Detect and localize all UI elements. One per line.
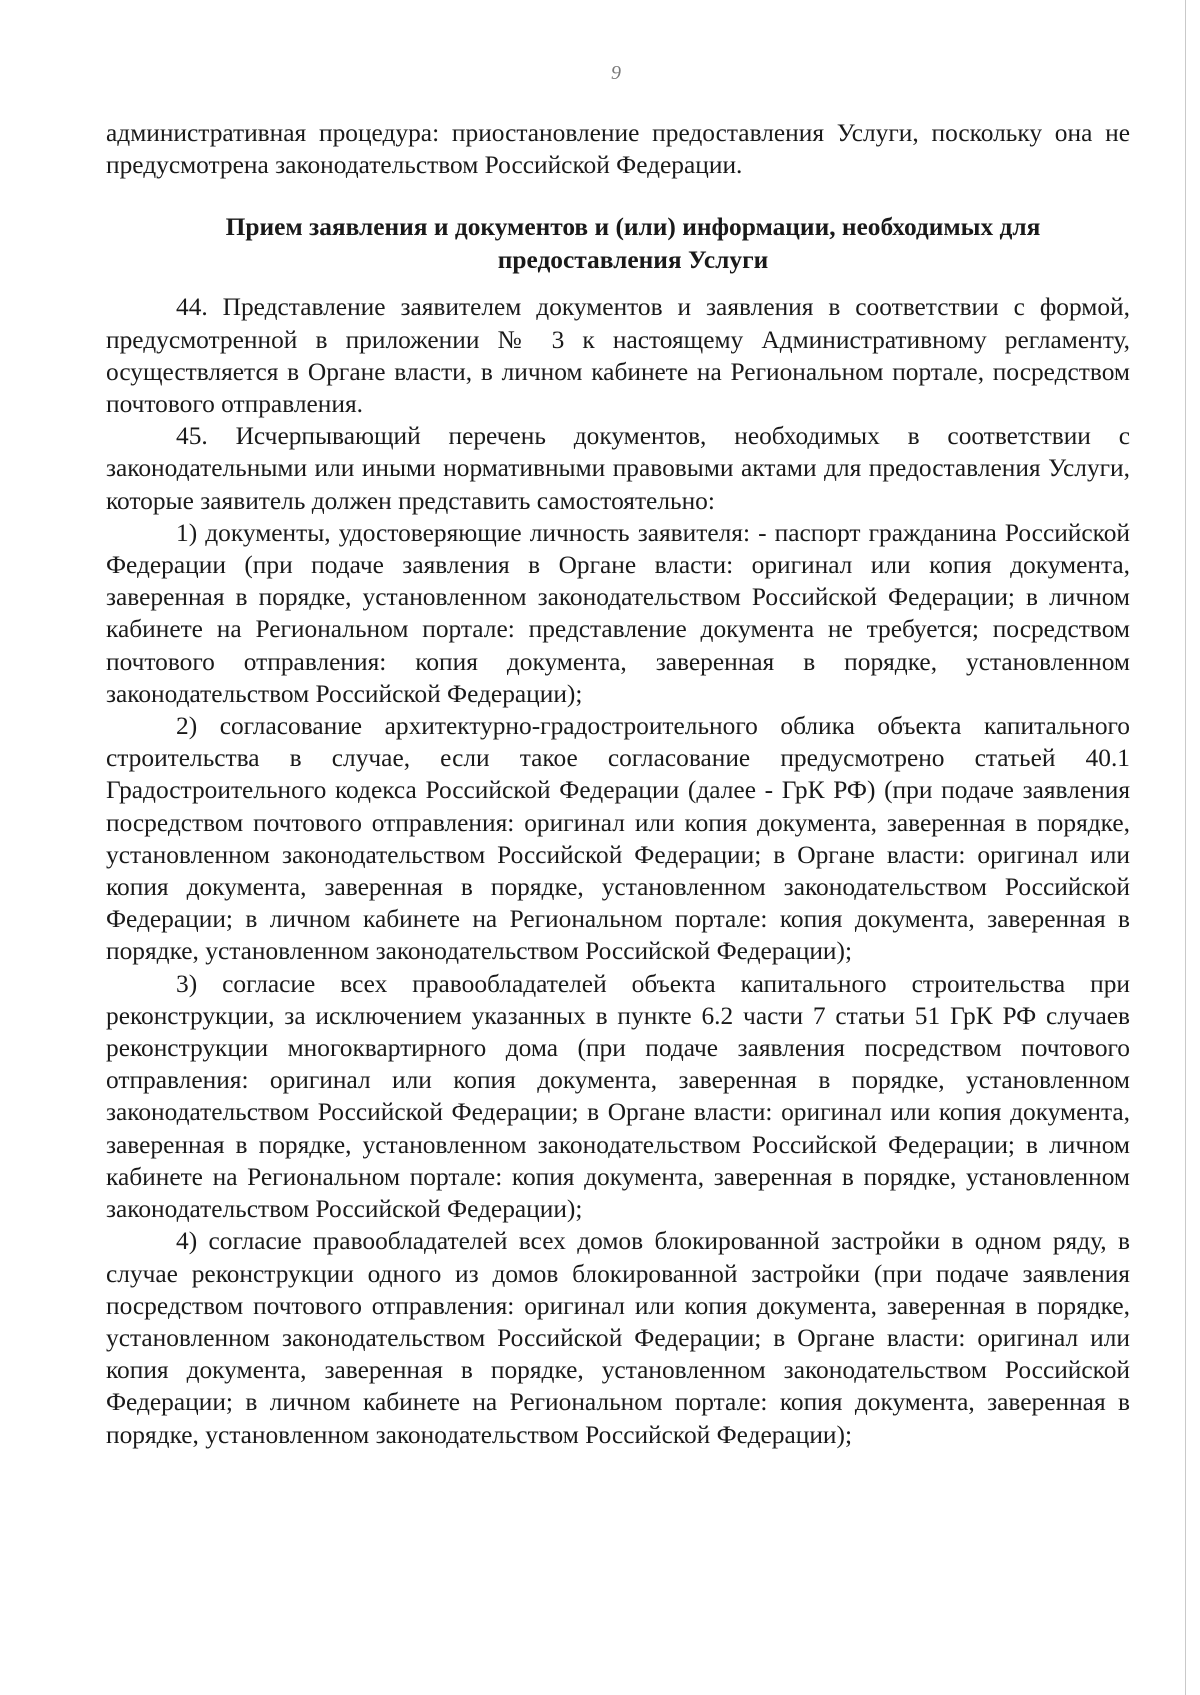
intro-paragraph: административная процедура: приостановление предоставления Услуги, поскольку она не предусмотрена законодательством Российской Федерации. [106, 119, 1130, 180]
list-item-3: 3) согласие всех правообладателей объекта капитального строительства при реконструкции, за исключением указанных в пункте 6.2 части 7 статьи 51 ГрК РФ случаев реконструкции многоквартирного дома (при подаче заявления посредством почтового отправления: оригинал или копия документа, заверенная в порядке, установленном законодательством Российской Федерации; в Органе власти: оригинал или копия документа, заверенная в порядке, установленном законодательством Российской Федерации; в личном кабинете на Региональном портале: копия документа, заверенная в порядке, установленном законодательством Российской Федерации); [106, 969, 1130, 1224]
section-heading-line-1: Прием заявления и документов и (или) информации, необходимых для [225, 213, 1041, 242]
section-heading [106, 211, 1130, 277]
paragraph-45: 45. Исчерпывающий перечень документов, необходимых в соответствии с законодательными или иными нормативными правовыми актами для предоставления Услуги, которые заявитель должен представить самостоятельно: [106, 422, 1130, 515]
list-item-2: 2) согласование архитектурно-градостроительного облика объекта капитального строительства в случае, если такое согласование предусмотрено статьей 40.1 Градостроительного кодекса Российской Федерации (далее - ГрК РФ) (при подаче заявления посредством почтового отправления: оригинал или копия документа, заверенная в порядке, установленном законодательством Российской Федерации; в Органе власти: оригинал или копия документа, заверенная в порядке, установленном законодательством Российской Федерации; в личном кабинете на Региональном портале: копия документа, заверенная в порядке, установленном законодательством Российской Федерации); [106, 712, 1130, 966]
document-body [106, 117, 1130, 1451]
page-number: 9 [611, 62, 621, 84]
list-item-4: 4) согласие правообладателей всех домов блокированной застройки в одном ряду, в случае реконструкции одного из домов блокированной застройки (при подаче заявления посредством почтового отправления: оригинал или копия документа, заверенная в порядке, установленном законодательством Российской Федерации; в Органе власти: оригинал или копия документа, заверенная в порядке, установленном законодательством Российской Федерации; в личном кабинете на Региональном портале: копия документа, заверенная в порядке, установленном законодательством Российской Федерации); [106, 1227, 1130, 1449]
scan-edge-line [1185, 0, 1186, 1695]
paragraph-44: 44. Представление заявителем документов и заявления в соответствии с формой, предусмотренной в приложении № 3 к настоящему Административному регламенту, осуществляется в Органе власти, в личном кабинете на Региональном портале, посредством почтового отправления. [106, 293, 1130, 419]
list-item-1: 1) документы, удостоверяющие личность заявителя: - паспорт гражданина Российской Федерации (при подаче заявления в Органе власти: оригинал или копия документа, заверенная в порядке, установленном законодательством Российской Федерации; в личном кабинете на Региональном портале: представление документа не требуется; посредством почтового отправления: копия документа, заверенная в порядке, установленном законодательством Российской Федерации); [106, 518, 1130, 708]
section-heading-line-2: предоставления Услуги [497, 246, 769, 275]
